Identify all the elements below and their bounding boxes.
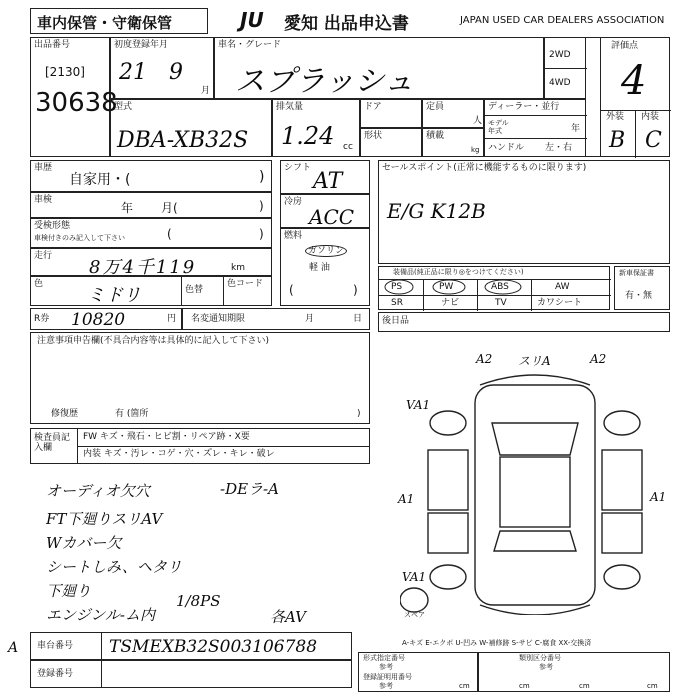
type-number-box (358, 652, 478, 692)
name-change-box (182, 308, 370, 330)
drive-box (544, 37, 586, 99)
lot-number: 30638 (35, 88, 118, 118)
dealer-handle-label: ハンドル (488, 143, 525, 153)
spare-label: スペア (404, 611, 425, 619)
mileage-box (30, 248, 272, 276)
shift-value: AT (313, 169, 343, 194)
car-diagram (400, 345, 670, 615)
dealer-box (484, 99, 586, 157)
windshield (492, 423, 578, 455)
storage-label: 車内保管・守衛保管 (37, 14, 173, 32)
dim-cm-3: cm (647, 682, 658, 690)
category-number-sub: 参考 (539, 663, 553, 671)
name-change-month: 月 (305, 314, 315, 324)
color-box (30, 276, 272, 306)
note-line-7: 1/8PS (176, 592, 221, 610)
notes-box (30, 332, 370, 424)
lot-label: 出品番号 (34, 40, 71, 50)
inspector-fw-row: FW キズ・飛石・ヒビ割・リペア跡・X要 (83, 432, 250, 442)
damage-legend: A-キズ E-エクボ U-凹み W-補修跡 S-サビ C-腐食 XX-交換済 (402, 639, 592, 647)
roof (500, 457, 570, 527)
rear-items-box (378, 312, 670, 332)
fuel-box (280, 228, 370, 306)
mileage-label: 走行 (34, 251, 53, 261)
inspection-month: 月( (161, 201, 178, 215)
equipment-pw: PW (439, 282, 454, 292)
first-registration-year: 21 (119, 60, 147, 85)
acceptance-label: 受検形態 (34, 221, 71, 231)
rating-label: 評価点 (611, 41, 639, 51)
acceptance-note: 車検付きのみ記入して下さい (34, 234, 125, 242)
rating-interior-label: 内装 (641, 112, 660, 122)
model-box (110, 99, 272, 157)
equipment-pw-circle (433, 280, 465, 294)
aircon-label: 冷房 (284, 197, 303, 207)
cert-number-sub: 参考 (379, 682, 393, 690)
left-front-door (428, 450, 468, 510)
rear-items-label: 後日品 (382, 316, 410, 326)
left-rear-wheel (430, 565, 466, 589)
form-title: 愛知 出品申込書 (284, 14, 409, 34)
inspection-year: 年 (121, 201, 134, 215)
equipment-ps-circle (385, 280, 413, 294)
equipment-label: 装備品(純正品に限り◎をつけてください) (393, 268, 524, 276)
equipment-circles (379, 267, 611, 311)
fuel-open: ( (289, 283, 294, 297)
first-registration-month-unit: 月 (201, 86, 211, 96)
first-registration-box (110, 37, 214, 99)
margin-mark: A (8, 640, 19, 656)
mileage-value: 8万4千119 (89, 257, 197, 278)
fuel-close: ) (353, 283, 358, 297)
capacity-label: 定員 (426, 102, 445, 112)
right-front-door (602, 450, 642, 510)
displacement-value: 1.24 (281, 122, 335, 150)
dealer-handle-value: 左・右 (545, 143, 573, 153)
displacement-unit: cc (343, 142, 353, 152)
note-line-5: シートしみ、ヘタリ (46, 558, 182, 576)
category-number-label: 類別区分番号 (519, 654, 561, 662)
equipment-abs-circle (485, 280, 521, 294)
front-bumper (480, 375, 590, 385)
shift-box (280, 160, 370, 194)
load-label: 積載 (426, 131, 445, 141)
capacity-box (422, 99, 484, 128)
equipment-kawa-seat: カワシート (537, 298, 583, 308)
color-swap-label: 色替 (185, 285, 204, 295)
equipment-navi: ナビ (441, 298, 460, 308)
car-name-label: 車名・グレード (218, 40, 282, 50)
sales-point-label: セールスポイント(正常に機能するものに限ります) (382, 163, 587, 173)
right-rear-door (602, 513, 642, 553)
name-change-label: 名変通知期限 (191, 314, 246, 324)
storage-label-box (30, 8, 208, 34)
fuel-label: 燃料 (284, 231, 303, 241)
cert-number-label: 登録証明用番号 (363, 673, 412, 681)
equipment-box (378, 266, 610, 310)
ju-logo: JU (240, 8, 264, 32)
door-label: ドア (364, 102, 382, 112)
fuel-gasoline: ガソリン (305, 245, 347, 257)
sales-point-box (378, 160, 670, 264)
dealer-label: ディーラー・並行 (488, 102, 560, 112)
recycle-unit: 円 (167, 314, 177, 324)
color-value: ミドリ (87, 285, 141, 306)
inspector-interior-row: 内装 キズ・汚レ・コゲ・穴・ス゚レ・キレ・破レ (83, 449, 275, 459)
repair-close: ) (357, 409, 361, 419)
dim-cm-1: cm (519, 682, 530, 690)
door-box (360, 99, 422, 128)
inspector-box (30, 428, 370, 464)
load-box (422, 128, 484, 157)
history-value: 自家用・( (69, 172, 131, 188)
inspection-close: ) (259, 199, 264, 213)
type-number-cm: cm (459, 682, 470, 690)
note-line-4: Wカバー欠 (46, 534, 122, 552)
recycle-value: 10820 (71, 310, 126, 330)
lot-bracket-number: [2130] (45, 65, 85, 79)
note-line-2: -DEラ-A (220, 480, 279, 498)
note-line-3: FT下廻りスリAV (46, 510, 163, 528)
new-car-warranty-label: 新車保証書 (619, 269, 654, 277)
shift-label: シフト (284, 163, 312, 173)
history-box (30, 160, 272, 192)
aircon-box (280, 194, 370, 228)
acceptance-box (30, 218, 272, 248)
history-label: 車歴 (34, 163, 53, 173)
rear-window (494, 531, 576, 551)
sales-point-value: E/G K12B (387, 199, 486, 223)
rating-box (600, 37, 670, 157)
diagram-right-mid: A1 (650, 490, 667, 504)
equipment-sr: SR (391, 298, 403, 308)
right-front-wheel (604, 411, 640, 435)
chassis-value: TSMEXB32S003106788 (109, 637, 318, 657)
repair-value: 有 (箇所 (115, 409, 149, 419)
registration-box (30, 660, 352, 688)
equipment-tv: TV (495, 298, 507, 308)
inspection-box (30, 192, 272, 218)
diagram-top-label-center: スリA (518, 354, 551, 368)
left-rear-door (428, 513, 468, 553)
rating-exterior: B (609, 128, 626, 153)
rating-score: 4 (621, 58, 647, 104)
lot-box (30, 37, 118, 157)
rating-exterior-label: 外装 (606, 112, 625, 122)
right-rear-wheel (604, 565, 640, 589)
mileage-unit: km (231, 263, 245, 273)
load-unit: kg (471, 146, 480, 154)
type-number-label: 形式指定番号 (363, 654, 405, 662)
first-registration-month: 9 (169, 60, 183, 85)
first-registration-label: 初度登録年月 (114, 40, 169, 50)
new-car-warranty-box (614, 266, 670, 310)
color-code-label: 色コード (227, 279, 264, 289)
repair-label: 修復歴 (51, 409, 79, 419)
model-value: DBA-XB32S (117, 128, 249, 153)
displacement-label: 排気量 (276, 102, 304, 112)
note-line-8: エンジンル-ム内 (46, 606, 155, 624)
new-car-warranty-value: 有・無 (625, 291, 653, 301)
note-line-6: 下廻り (46, 582, 92, 600)
left-front-wheel (430, 411, 466, 435)
drive-4wd: 4WD (549, 78, 571, 88)
drive-2wd: 2WD (549, 50, 571, 60)
registration-label: 登録番号 (37, 669, 74, 679)
shape-label: 形状 (364, 131, 383, 141)
diagram-left-mid: A1 (398, 492, 415, 506)
recycle-box (30, 308, 182, 330)
shape-box (360, 128, 422, 157)
acceptance-open: ( (167, 227, 172, 241)
fuel-diesel: 軽 油 (309, 263, 330, 273)
model-label: 型式 (114, 102, 133, 112)
capacity-unit: 人 (473, 116, 483, 126)
dealer-model-year-label: モデル年式 (488, 119, 509, 135)
rear-bumper (480, 605, 590, 615)
diagram-top-label-left: A2 (476, 352, 493, 366)
equipment-abs: ABS (491, 282, 509, 292)
car-body-outline (475, 385, 595, 605)
note-line-9: 各AV (270, 608, 306, 626)
acceptance-close: ) (259, 227, 264, 241)
equipment-aw: AW (555, 282, 570, 292)
diagram-top-label-right: A2 (590, 352, 607, 366)
color-label: 色 (34, 279, 44, 289)
diagram-left-top: VA1 (406, 398, 431, 412)
inspection-label: 車検 (34, 195, 53, 205)
type-number-sub: 参考 (379, 663, 393, 671)
diagram-left-bottom: VA1 (402, 570, 427, 584)
history-close: ) (259, 169, 265, 185)
car-name-value: スプラッシュ (235, 64, 414, 99)
dim-cm-2: cm (579, 682, 590, 690)
aircon-value: ACC (309, 205, 355, 229)
chassis-label: 車台番号 (37, 641, 74, 651)
chassis-box (30, 632, 352, 660)
equipment-ps: PS (391, 282, 403, 292)
displacement-box (272, 99, 360, 157)
car-name-box (214, 37, 544, 99)
dealer-year-unit: 年 (571, 124, 581, 134)
inspector-label: 検査員記入欄 (34, 433, 71, 454)
note-line-1: オーディオ欠穴 (46, 482, 150, 500)
recycle-label: R券 (34, 314, 50, 324)
notes-label: 注意事項申告欄(不具合内容等は具体的に記入して下さい) (37, 336, 270, 346)
spare-tire (400, 588, 428, 612)
name-change-day: 日 (353, 314, 363, 324)
association-name: JAPAN USED CAR DEALERS ASSOCIATION (460, 15, 665, 26)
rating-interior: C (645, 128, 662, 153)
category-number-box (478, 652, 670, 692)
